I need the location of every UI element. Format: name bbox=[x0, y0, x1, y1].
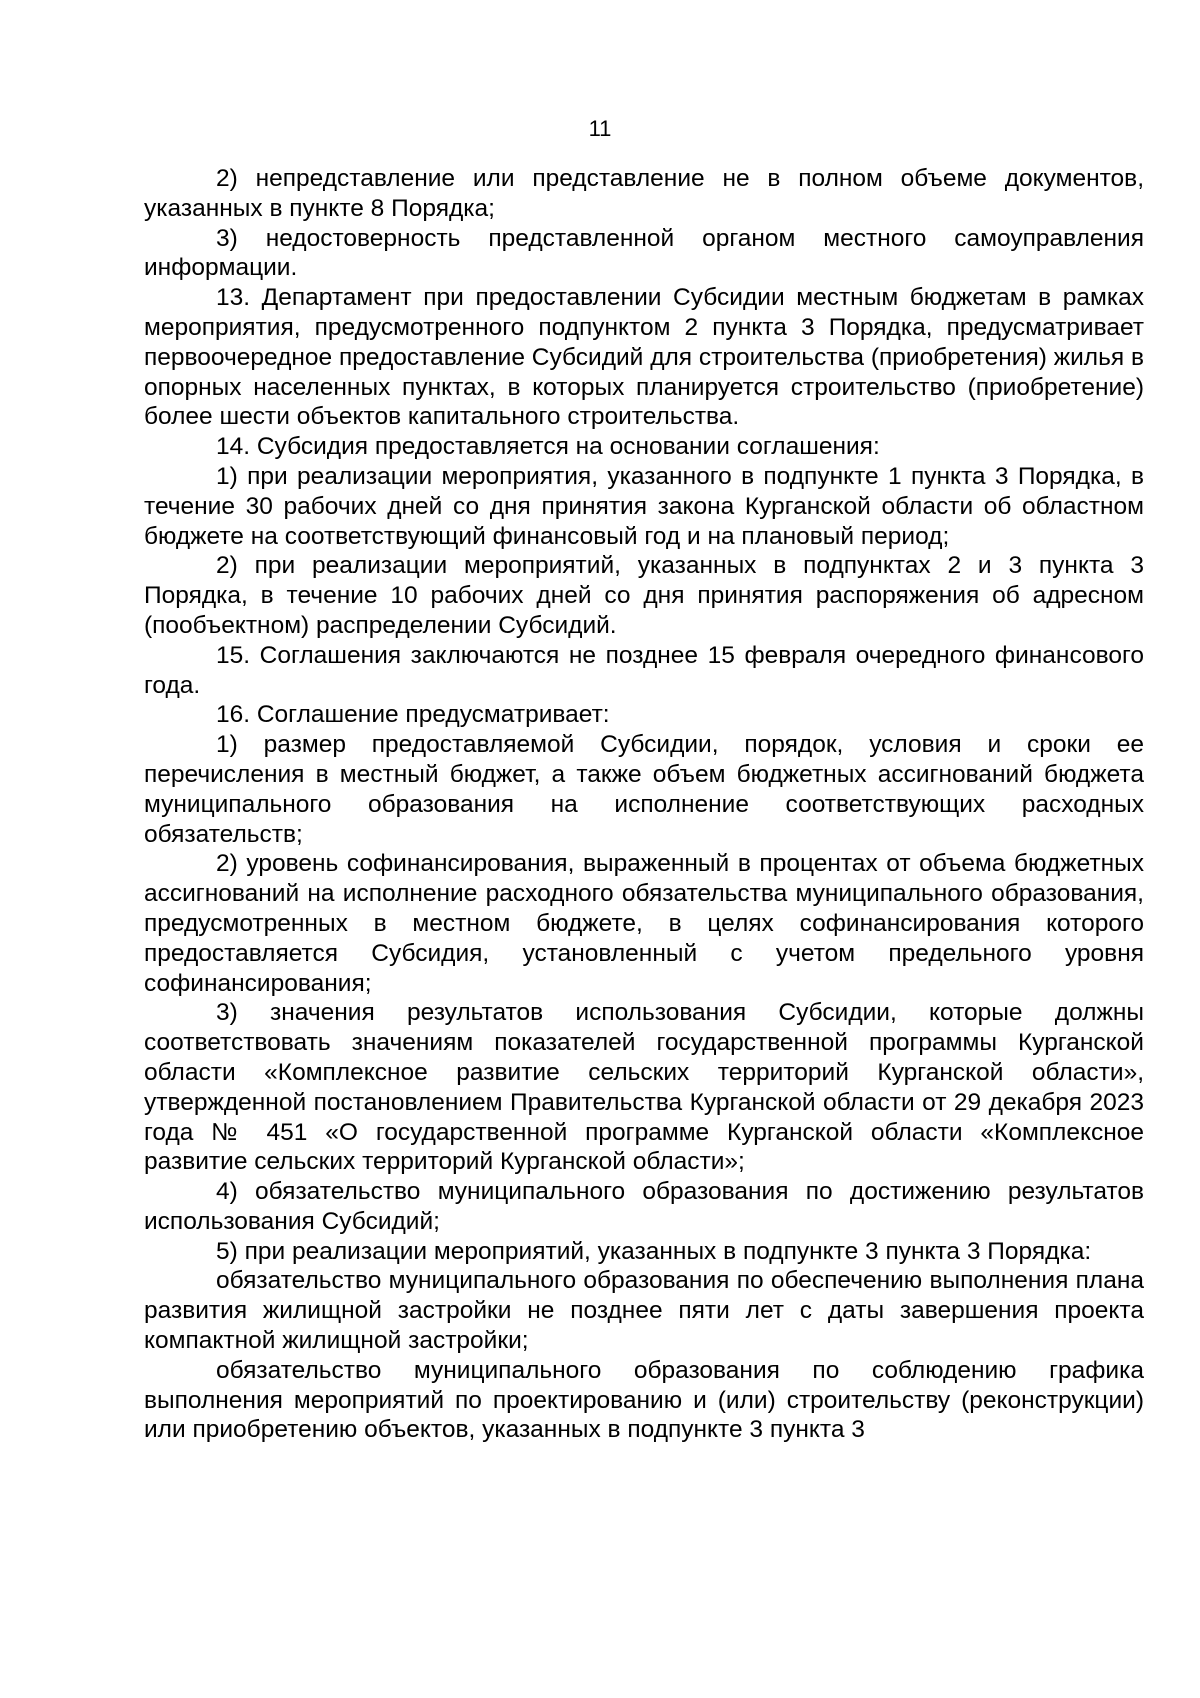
paragraph: 1) размер предоставляемой Субсидии, порядок, условия и сроки ее перечисления в местный бюджет, а также объем бюджетных ассигнований бюджета муниципального образования на исполнение соответствующих расходных обязательств; bbox=[144, 731, 1144, 848]
paragraph: 13. Департамент при предоставлении Субсидии местным бюджетам в рамках мероприятия, предусмотренного подпунктом 2 пункта 3 Порядка, предусматривает первоочередное предоставление Субсидий для строительства (приобретения) жилья в опорных населенных пунктах, в которых планируется строительство (приобретение) более шести объектов капитального строительства. bbox=[144, 284, 1144, 431]
paragraph: 14. Субсидия предоставляется на основании соглашения: bbox=[216, 433, 880, 461]
paragraph: 3) недостоверность представленной органом местного самоуправления информации. bbox=[144, 224, 1144, 282]
paragraph: 2) при реализации мероприятий, указанных в подпунктах 2 и 3 пункта 3 Порядка, в течение 10 рабочих дней со дня принятия распоряжения об адресном (пообъектном) распределении Субсидий. bbox=[144, 552, 1144, 639]
paragraph: обязательство муниципального образования по обеспечению выполнения плана развития жилищной застройки не позднее пяти лет с даты завершения проекта компактной жилищной застройки; bbox=[144, 1267, 1144, 1355]
paragraph: 3) значения результатов использования Субсидии, которые должны соответствовать значениям показателей государственной программы Курганской области «Комплексное развитие сельских территорий Курганской области», утвержденной постановлением Правительства Курганской области от 29 декабря 2023 года № 451 «О государственной программе Курганской области «Комплексное развитие сельских территорий Курганской области»; bbox=[144, 999, 1144, 1176]
paragraph: 1) при реализации мероприятия, указанного в подпункте 1 пункта 3 Порядка, в течение 30 рабочих дней со дня принятия закона Курганской области об областном бюджете на соответствующий финансовый год и на плановый период; bbox=[144, 462, 1144, 550]
paragraph: 15. Соглашения заключаются не позднее 15 февраля очередного финансового года. bbox=[144, 641, 1144, 699]
paragraph: 5) при реализации мероприятий, указанных в подпункте 3 пункта 3 Порядка: bbox=[216, 1237, 1092, 1265]
paragraph: обязательство муниципального образования по соблюдению графика выполнения мероприятий по проектированию и (или) строительству (реконструкции) или приобретению объектов, указанных в подпункте 3 пункта 3 bbox=[144, 1356, 1144, 1444]
page-number: 11 bbox=[588, 116, 612, 141]
document-body bbox=[144, 164, 1144, 1445]
paragraph: 2) уровень софинансирования, выраженный в процентах от объема бюджетных ассигнований на исполнение расходного обязательства муниципального образования, предусмотренных в местном бюджете, в целях софинансирования которого предоставляется Субсидия, установленный с учетом предельного уровня софинансирования; bbox=[144, 850, 1144, 997]
paragraph: 16. Соглашение предусматривает: bbox=[216, 701, 610, 729]
paragraph: 4) обязательство муниципального образования по достижению результатов использования Субсидий; bbox=[144, 1178, 1144, 1235]
paragraph: 2) непредставление или представление не в полном объеме документов, указанных в пункте 8 Порядка; bbox=[144, 165, 1144, 222]
